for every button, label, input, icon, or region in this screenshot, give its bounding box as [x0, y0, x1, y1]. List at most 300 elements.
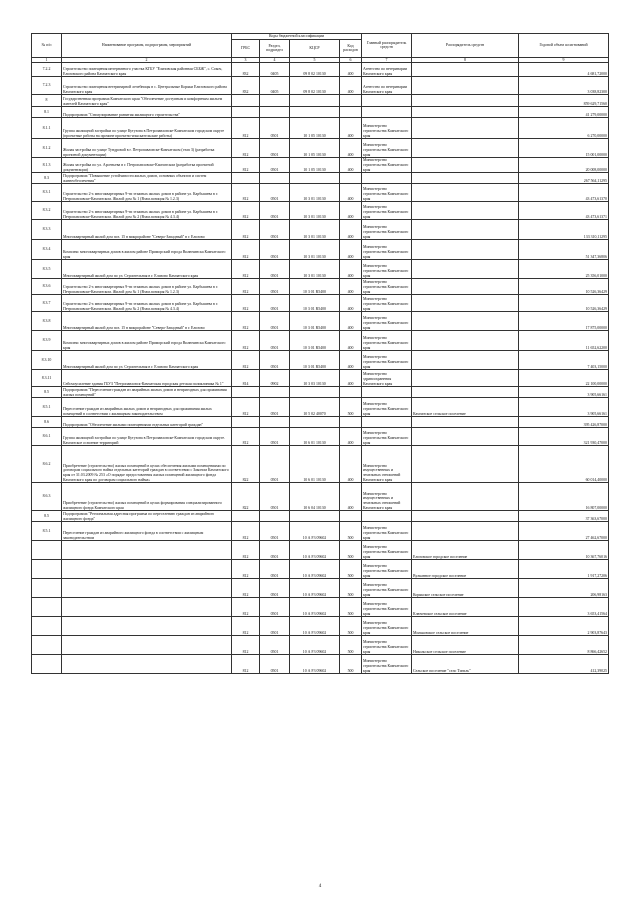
row-vr: 400 — [340, 370, 362, 387]
row-number: 8.5.1 — [32, 398, 62, 417]
row-grbs: 812 — [232, 260, 260, 279]
table-row — [32, 184, 609, 202]
row-grbs — [232, 511, 260, 522]
row-rzpr: 0501 — [260, 118, 290, 139]
row-rasp — [412, 220, 519, 240]
row-name — [62, 617, 232, 636]
row-number — [32, 617, 62, 636]
row-rasp — [412, 370, 519, 387]
row-rzpr: 0501 — [260, 279, 290, 295]
row-sum: 22 100,00000 — [519, 370, 609, 387]
row-kcsr: 10 А F3 09602 — [290, 541, 340, 560]
row-rasp — [412, 63, 519, 77]
row-rzpr: 0501 — [260, 220, 290, 240]
row-vr: 500 — [340, 598, 362, 617]
col-kbk-header: Коды бюджетной классификации — [232, 34, 362, 40]
row-rzpr — [260, 95, 290, 107]
row-rasp — [412, 95, 519, 107]
row-rzpr: 0501 — [260, 184, 290, 202]
row-name: Подпрограмма "Обеспечение жилыми помещениями отдельных категорий граждан" — [62, 417, 232, 428]
row-rasp: Елизовское городское поселение — [412, 541, 519, 560]
row-vr: 400 — [340, 295, 362, 312]
table-row — [32, 579, 609, 598]
row-grbs: 812 — [232, 579, 260, 598]
row-sum: 2 903,87643 — [519, 617, 609, 636]
row-grbs: 812 — [232, 279, 260, 295]
row-number: 8.3.1 — [32, 184, 62, 202]
row-name: Государственная программа Камчатского края "Обеспечение доступным и комфортным жильем жителей Камчатского края" — [62, 95, 232, 107]
row-sum: 15 001,00000 — [519, 139, 609, 158]
row-rzpr: 0405 — [260, 63, 290, 77]
col-gr-header: Главный распорядитель средств — [362, 34, 412, 58]
row-vr: 400 — [340, 279, 362, 295]
row-kcsr: 09 8 02 10130 — [290, 77, 340, 95]
row-kcsr: 10 А F3 09602 — [290, 598, 340, 617]
row-grbs — [232, 387, 260, 398]
row-rzpr: 0902 — [260, 370, 290, 387]
row-rasp: Никольское сельское поселение — [412, 636, 519, 655]
row-kcsr — [290, 511, 340, 522]
row-sum: 25 356,01000 — [519, 260, 609, 279]
row-name: Приобретение (строительство) жилых помещений в целях формирования специализированного жилищного фонда Камчатского края — [62, 483, 232, 511]
row-name: Строительство 2-х многоквартирных 9-ти этажных жилых домов в районе ул. Карбышева в г. Петропавловске-Камчатском. Жилой дом № 1 (Взам.позиция № 1.2.3) — [62, 279, 232, 295]
row-vr: 400 — [340, 139, 362, 158]
row-rzpr: 0501 — [260, 636, 290, 655]
row-number: 8.3.11 — [32, 370, 62, 387]
col-rzpr-header: Раздел, подраздел — [260, 39, 290, 57]
row-grbs — [232, 107, 260, 118]
row-rasp — [412, 522, 519, 541]
row-vr: 400 — [340, 202, 362, 220]
index-cell: 2 — [62, 57, 232, 63]
row-gr — [362, 511, 412, 522]
row-number: 8.3.2 — [32, 202, 62, 220]
row-grbs: 812 — [232, 398, 260, 417]
row-number: 8.3.5 — [32, 260, 62, 279]
row-sum: 3 905,66161 — [519, 387, 609, 398]
row-kcsr — [290, 417, 340, 428]
row-gr: Министерство строительства Камчатского края — [362, 636, 412, 655]
row-kcsr: 10 3 01 R5400 — [290, 331, 340, 351]
table-row — [32, 63, 609, 77]
table-row — [32, 428, 609, 446]
row-sum: 43 473,61371 — [519, 202, 609, 220]
row-rasp — [412, 483, 519, 511]
table-row — [32, 370, 609, 387]
row-vr — [340, 107, 362, 118]
row-gr: Министерство строительства Камчатского края — [362, 598, 412, 617]
row-gr: Министерство строительства Камчатского края — [362, 260, 412, 279]
col-sum-header: Годовой объем ассигнований — [519, 34, 609, 58]
index-cell: 1 — [32, 57, 62, 63]
row-name: Переселение граждан из аварийных жилых домов и непригодных для проживания жилых помещений в соответствии с жилищным законодательством — [62, 398, 232, 417]
row-grbs: 812 — [232, 428, 260, 446]
row-number: 8.6.3 — [32, 483, 62, 511]
row-rasp — [412, 351, 519, 370]
row-rasp — [412, 184, 519, 202]
row-vr — [340, 95, 362, 107]
table-row — [32, 312, 609, 331]
row-grbs: 812 — [232, 220, 260, 240]
row-name: Строительство 2-х многоквартирных 9-ти этажных жилых домов в районе ул. Карбышева в г. Петропавловске-Камчатском. Жилой дом № 2 (Взам.позиция № 4.3.4) — [62, 295, 232, 312]
row-rzpr: 0501 — [260, 560, 290, 579]
row-sum: 1 917,27206 — [519, 560, 609, 579]
row-rasp — [412, 107, 519, 118]
row-sum: 6 270,00000 — [519, 118, 609, 139]
table-row — [32, 398, 609, 417]
row-name — [62, 541, 232, 560]
row-kcsr: 10 5 02 40070 — [290, 398, 340, 417]
row-rasp — [412, 312, 519, 331]
row-rzpr — [260, 107, 290, 118]
index-cell: 6 — [340, 57, 362, 63]
row-vr: 400 — [340, 63, 362, 77]
row-number — [32, 636, 62, 655]
row-number: 8.3.6 — [32, 279, 62, 295]
table-row — [32, 139, 609, 158]
row-vr: 500 — [340, 541, 362, 560]
table-row — [32, 560, 609, 579]
row-gr: Министерство строительства Камчатского края — [362, 428, 412, 446]
row-grbs: 812 — [232, 351, 260, 370]
row-grbs: 812 — [232, 118, 260, 139]
table-row — [32, 118, 609, 139]
row-sum: 51 347,36806 — [519, 240, 609, 260]
row-rasp — [412, 417, 519, 428]
row-number: 8.1.3 — [32, 158, 62, 173]
table-row — [32, 617, 609, 636]
row-vr: 500 — [340, 579, 362, 598]
row-rzpr: 0501 — [260, 579, 290, 598]
table-row — [32, 541, 609, 560]
row-sum: 11 652,62200 — [519, 331, 609, 351]
row-sum: 10 526,36429 — [519, 295, 609, 312]
row-vr: 500 — [340, 398, 362, 417]
row-grbs: 832 — [232, 77, 260, 95]
row-rzpr: 0501 — [260, 483, 290, 511]
row-rasp — [412, 511, 519, 522]
row-kcsr: 10 А F3 09602 — [290, 522, 340, 541]
row-vr — [340, 417, 362, 428]
col-name-header: Наименование программ, подпрограмм, мероприятий — [62, 34, 232, 58]
row-vr: 400 — [340, 483, 362, 511]
row-number: 8.5 — [32, 511, 62, 522]
row-number: 8.5 — [32, 387, 62, 398]
index-cell: 8 — [412, 57, 519, 63]
row-number: 8.6.1 — [32, 428, 62, 446]
table-row — [32, 598, 609, 617]
row-rzpr: 0501 — [260, 295, 290, 312]
budget-table-document — [31, 33, 608, 674]
row-kcsr — [290, 95, 340, 107]
row-kcsr: 10 3 01 10130 — [290, 260, 340, 279]
table-row — [32, 77, 609, 95]
col-grbs-header: ГРБС — [232, 39, 260, 57]
row-grbs: 832 — [232, 63, 260, 77]
row-rasp — [412, 118, 519, 139]
row-kcsr: 10 3 01 10130 — [290, 240, 340, 260]
row-sum: 41 279,00000 — [519, 107, 609, 118]
table-header — [32, 34, 609, 63]
row-gr: Министерство строительства Камчатского края — [362, 331, 412, 351]
row-name — [62, 636, 232, 655]
row-name — [62, 598, 232, 617]
row-number: 8 — [32, 95, 62, 107]
row-kcsr: 10 6 01 10130 — [290, 428, 340, 446]
row-sum: 8 866,42652 — [519, 636, 609, 655]
table-row — [32, 95, 609, 107]
row-name: Многоквартирный жилой дом поз. 15 в микрорайоне "Северо-Западный" в г. Елизово — [62, 312, 232, 331]
row-name: Строительство 2-х многоквартирных 9-ти этажных жилых домов в районе ул. Карбышева в г. Петропавловске-Камчатском. Жилой дом № 2 (Взам.позиция № 4.3.4) — [62, 202, 232, 220]
row-sum: 10 526,36429 — [519, 279, 609, 295]
row-kcsr: 10 1 05 10130 — [290, 139, 340, 158]
row-number — [32, 579, 62, 598]
row-gr — [362, 95, 412, 107]
row-sum: 27 462,67000 — [519, 522, 609, 541]
table-row — [32, 655, 609, 674]
row-kcsr: 10 6 04 10130 — [290, 483, 340, 511]
row-vr: 400 — [340, 77, 362, 95]
row-vr: 400 — [340, 158, 362, 173]
row-grbs: 812 — [232, 331, 260, 351]
row-vr: 400 — [340, 260, 362, 279]
row-number — [32, 655, 62, 674]
row-kcsr — [290, 387, 340, 398]
table-row — [32, 522, 609, 541]
row-rasp — [412, 331, 519, 351]
row-gr: Министерство строительства Камчатского края — [362, 351, 412, 370]
row-gr: Министерство строительства Камчатского края — [362, 522, 412, 541]
row-rasp: Камчатское сельское поселение — [412, 398, 519, 417]
row-vr — [340, 387, 362, 398]
row-rzpr: 0501 — [260, 398, 290, 417]
row-gr: Министерство имущественных и земельных отношений Камчатского края — [362, 446, 412, 483]
row-grbs: 812 — [232, 522, 260, 541]
row-number — [32, 560, 62, 579]
row-number: 8.1.2 — [32, 139, 62, 158]
table-row — [32, 511, 609, 522]
row-grbs: 814 — [232, 370, 260, 387]
row-gr: Министерство строительства Камчатского края — [362, 579, 412, 598]
row-kcsr: 10 А F3 09602 — [290, 636, 340, 655]
row-vr: 400 — [340, 184, 362, 202]
row-gr: Министерство строительства Камчатского края — [362, 295, 412, 312]
row-kcsr — [290, 173, 340, 184]
row-vr: 500 — [340, 636, 362, 655]
row-kcsr: 10 А F3 09602 — [290, 560, 340, 579]
row-rzpr: 0501 — [260, 522, 290, 541]
row-gr: Министерство строительства Камчатского края — [362, 279, 412, 295]
row-rasp — [412, 77, 519, 95]
row-grbs: 812 — [232, 636, 260, 655]
row-rasp — [412, 158, 519, 173]
table-row — [32, 636, 609, 655]
row-vr — [340, 173, 362, 184]
table-row — [32, 240, 609, 260]
row-rasp — [412, 202, 519, 220]
row-grbs — [232, 95, 260, 107]
row-rasp — [412, 139, 519, 158]
row-grbs: 812 — [232, 598, 260, 617]
row-gr: Министерство строительства Камчатского края — [362, 312, 412, 331]
row-kcsr: 10 6 01 10130 — [290, 446, 340, 483]
row-rasp: Корякское сельское поселение — [412, 579, 519, 598]
row-kcsr: 09 8 02 10130 — [290, 63, 340, 77]
page-number: 4 — [318, 884, 322, 889]
row-grbs: 812 — [232, 617, 260, 636]
row-sum: 16 807,00000 — [519, 483, 609, 511]
row-sum: 206,98163 — [519, 579, 609, 598]
row-rasp — [412, 387, 519, 398]
table-row — [32, 446, 609, 483]
row-kcsr: 10 1 05 10130 — [290, 118, 340, 139]
table-row — [32, 158, 609, 173]
row-gr: Министерство строительства Камчатского края — [362, 139, 412, 158]
table-row — [32, 260, 609, 279]
row-rasp — [412, 446, 519, 483]
row-name: Подпрограмма "Переселение граждан из аварийных жилых домов и непригодных для проживания жилых помещений" — [62, 387, 232, 398]
table-row — [32, 279, 609, 295]
row-gr: Министерство строительства Камчатского края — [362, 184, 412, 202]
row-gr — [362, 387, 412, 398]
row-rzpr: 0501 — [260, 598, 290, 617]
row-name: Строительство 2-х многоквартирных 9-ти этажных жилых домов в районе ул. Карбышева в г. Петропавловске-Камчатском. Жилой дом № 1 (Взам.позиция № 1.2.3) — [62, 184, 232, 202]
row-vr: 400 — [340, 446, 362, 483]
table-row — [32, 107, 609, 118]
row-gr: Министерство строительства Камчатского края — [362, 617, 412, 636]
row-rzpr — [260, 511, 290, 522]
table-row — [32, 331, 609, 351]
row-grbs: 812 — [232, 295, 260, 312]
row-grbs: 812 — [232, 312, 260, 331]
table-row — [32, 351, 609, 370]
row-rzpr: 0501 — [260, 351, 290, 370]
row-rasp: Ключевское сельское поселение — [412, 598, 519, 617]
row-sum: 60 014,40000 — [519, 446, 609, 483]
row-number: 8.3.10 — [32, 351, 62, 370]
col-rasp-header: Распорядитель средств — [412, 34, 519, 58]
row-rzpr: 0501 — [260, 617, 290, 636]
row-kcsr: 10 3 01 R5400 — [290, 312, 340, 331]
row-rzpr: 0501 — [260, 240, 290, 260]
row-number: 8.3.4 — [32, 240, 62, 260]
row-rasp — [412, 428, 519, 446]
row-kcsr: 10 А F3 09602 — [290, 579, 340, 598]
row-kcsr: 10 3 01 R5400 — [290, 279, 340, 295]
row-name: Многоквартирный жилой дом по ул. Строительная в г. Елизово Камчатского края — [62, 351, 232, 370]
row-rzpr — [260, 173, 290, 184]
row-rzpr: 0501 — [260, 260, 290, 279]
index-cell: 5 — [290, 57, 340, 63]
row-vr: 500 — [340, 655, 362, 674]
row-gr: Министерство строительства Камчатского края — [362, 158, 412, 173]
row-number: 8.6 — [32, 417, 62, 428]
row-sum: 17 875,00000 — [519, 312, 609, 331]
row-grbs: 812 — [232, 541, 260, 560]
row-name: Группа жилищной застройки по улице Кутузова в Петропавловске-Камчатском городском округе. Камчатское освоение территорий — [62, 428, 232, 446]
table-row — [32, 417, 609, 428]
row-vr: 400 — [340, 220, 362, 240]
row-sum: 3 653,41564 — [519, 598, 609, 617]
row-rzpr: 0501 — [260, 541, 290, 560]
row-sum: 10 367,76016 — [519, 541, 609, 560]
row-kcsr — [290, 107, 340, 118]
row-vr: 400 — [340, 240, 362, 260]
row-sum: 3 905,66161 — [519, 398, 609, 417]
row-name — [62, 579, 232, 598]
index-cell: 3 — [232, 57, 260, 63]
row-kcsr: 10 3 01 10130 — [290, 220, 340, 240]
index-cell: 9 — [519, 57, 609, 63]
row-sum: 395 426,87000 — [519, 417, 609, 428]
table-row — [32, 220, 609, 240]
row-rasp — [412, 173, 519, 184]
row-number: 8.3.8 — [32, 312, 62, 331]
row-number — [32, 598, 62, 617]
row-vr: 400 — [340, 351, 362, 370]
table-body — [32, 63, 609, 674]
row-kcsr: 10 А F3 09602 — [290, 655, 340, 674]
row-name: Строительство помещения интернатного участка КГБУ "Елизовская районная СББЖ", с. Сокоч, Елизовского района Камчатского края — [62, 63, 232, 77]
row-name: Многоквартирный жилой дом поз. 15 в микрорайоне "Северо-Западный" в г. Елизово — [62, 220, 232, 240]
row-number: 8.3.9 — [32, 331, 62, 351]
row-name: Строительство помещения ветеринарной лечебницы в с. Центральные Коряки Елизовского района Камчатского края — [62, 77, 232, 95]
row-grbs: 822 — [232, 483, 260, 511]
row-name: Переселение граждан из аварийного жилищного фонда в соответствии с жилищным законодательством — [62, 522, 232, 541]
row-gr — [362, 417, 412, 428]
row-gr: Министерство строительства Камчатского края — [362, 202, 412, 220]
row-gr: Министерство строительства Камчатского края — [362, 655, 412, 674]
row-name: Группа жилищной застройки по улице Кутузова в Петропавловске-Камчатском городском округе (проектные работы на прочине проектно-изыскательские работы) — [62, 118, 232, 139]
row-sum: 7 403,15000 — [519, 351, 609, 370]
row-rzpr: 0501 — [260, 446, 290, 483]
row-kcsr: 10 3 01 R5400 — [290, 295, 340, 312]
row-number: 8.6.2 — [32, 446, 62, 483]
row-grbs — [232, 417, 260, 428]
row-gr: Министерство строительства Камчатского края — [362, 220, 412, 240]
row-sum: 4 681,72000 — [519, 63, 609, 77]
row-rzpr — [260, 387, 290, 398]
row-kcsr: 10 3 01 10130 — [290, 202, 340, 220]
row-number: 8.3 — [32, 173, 62, 184]
row-rzpr — [260, 417, 290, 428]
row-name: Жилая застройка по ул. Арсеньева в г. Петропавловске-Камчатском (разработка проектной документации) — [62, 158, 232, 173]
row-name — [62, 560, 232, 579]
budget-table — [31, 33, 609, 674]
row-name: Комплекс многоквартирных домов в жилом районе Приморский города Вилючинска Камчатского края — [62, 331, 232, 351]
row-rasp: Мильковское сельское поселение — [412, 617, 519, 636]
row-name — [62, 655, 232, 674]
row-rzpr: 0501 — [260, 158, 290, 173]
row-vr — [340, 511, 362, 522]
row-kcsr: 10 А F3 09602 — [290, 617, 340, 636]
row-gr: Министерство строительства Камчатского края — [362, 541, 412, 560]
row-sum: 267 564,11295 — [519, 173, 609, 184]
row-number: 8.3.7 — [32, 295, 62, 312]
row-grbs — [232, 173, 260, 184]
row-vr: 500 — [340, 617, 362, 636]
table-row — [32, 387, 609, 398]
row-name: Жилая застройка по улице Тундровой в г. Петропавловске-Камчатском (этап 3) (разработка проектной документации) — [62, 139, 232, 158]
row-number: 7.2.2 — [32, 63, 62, 77]
row-gr — [362, 107, 412, 118]
table-row — [32, 295, 609, 312]
row-grbs: 812 — [232, 139, 260, 158]
row-kcsr: 10 3 01 10130 — [290, 184, 340, 202]
row-grbs: 812 — [232, 655, 260, 674]
row-vr: 400 — [340, 428, 362, 446]
row-sum: 412,39025 — [519, 655, 609, 674]
